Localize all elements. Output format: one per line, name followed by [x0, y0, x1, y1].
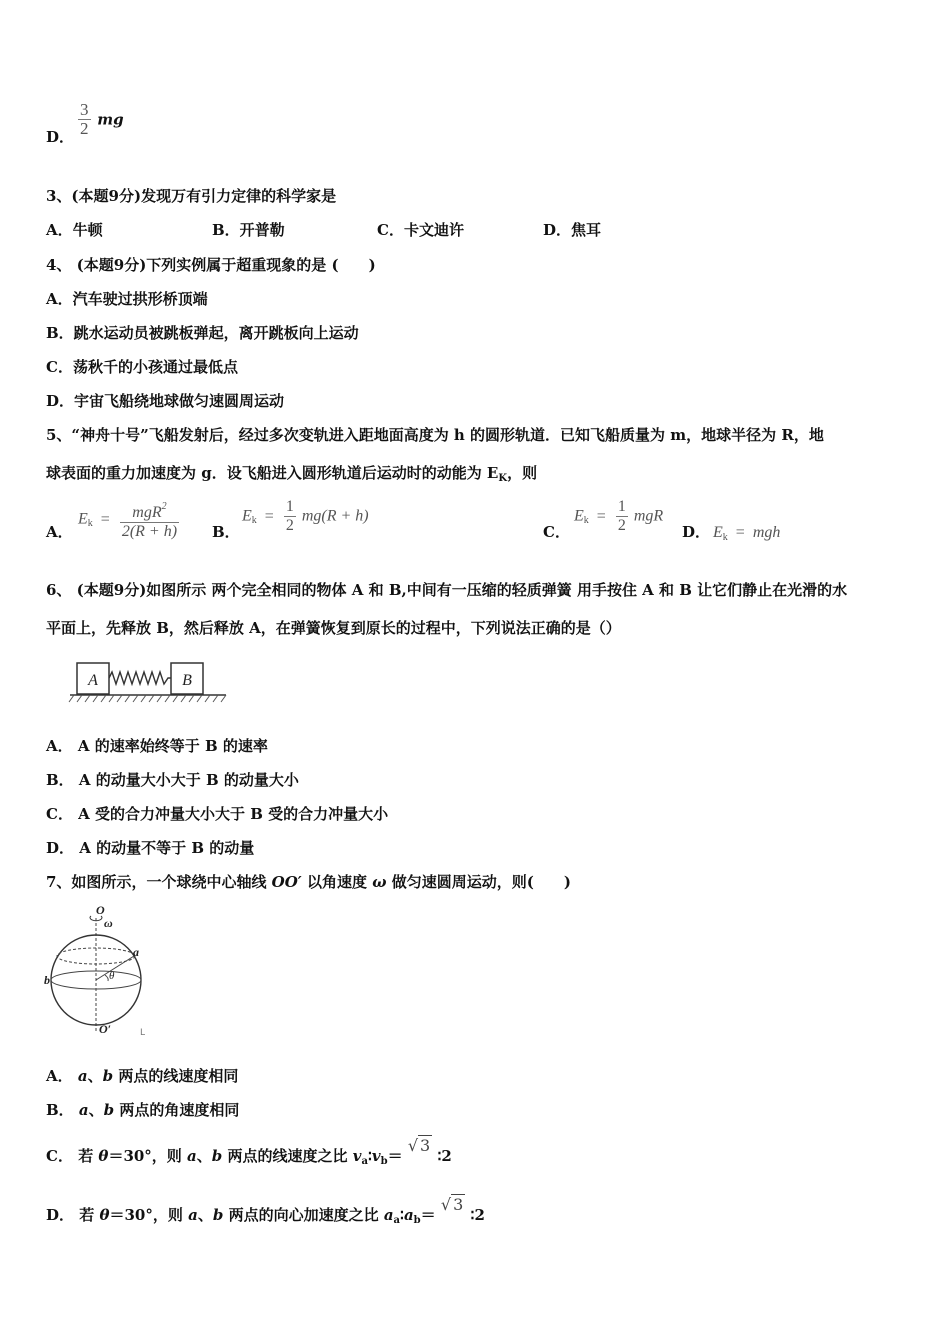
stem-text: 7、如图所示，一个球绕中心轴线: [46, 873, 272, 891]
theta-symbol: θ: [99, 1206, 110, 1224]
radius-line: [96, 956, 134, 980]
label-o: O: [96, 903, 105, 917]
q4-option-d: D．宇宙飞船绕地球做匀速圆周运动: [46, 392, 285, 410]
q5-stem-line1: 5、“神舟十号”飞船发射后，经过多次变轨进入距地面高度为 h 的圆形轨道．已知飞船质量为 m，地球半径为 R，地: [46, 426, 824, 444]
q7-stem: [46, 872, 571, 892]
radicand: 3: [453, 1195, 464, 1214]
axis-symbol: OO′: [271, 873, 302, 891]
option-label: C．: [46, 1147, 73, 1165]
q2-option-d: [46, 127, 74, 147]
velocity-symbol: v: [371, 1147, 381, 1165]
label-omega: ω: [104, 916, 113, 930]
q4-option-a: A．汽车驶过拱形桥顶端: [46, 290, 208, 308]
ground-hatching: [69, 695, 226, 702]
q6-stem-line2: 平面上，先释放 B，然后释放 A，在弹簧恢复到原长的过程中，下列说法正确的是（）: [46, 619, 621, 637]
point-a: a: [188, 1206, 198, 1224]
ratio-tail: ∶2: [470, 1206, 485, 1224]
q6-option-b: B． A 的动量大小大于 B 的动量大小: [46, 771, 299, 789]
q3-stem: 3、(本题9分)发现万有引力定律的科学家是: [46, 187, 337, 205]
denominator: 2: [80, 119, 89, 138]
fraction: [120, 498, 179, 541]
expression: mg(R + h): [301, 507, 369, 525]
option-text: 两点的角速度相同: [114, 1101, 240, 1119]
option-label: D．: [46, 128, 75, 146]
stem-text-end: 做匀速圆周运动，则( ): [386, 873, 571, 891]
q5-option-b-label: B．: [212, 523, 240, 541]
point-a: a: [78, 1101, 89, 1119]
point-b: b: [211, 1147, 223, 1165]
q5-option-d-math: [713, 523, 780, 548]
subscript-a: a: [393, 1215, 401, 1226]
expression: mgR: [633, 507, 664, 525]
equals: =: [735, 524, 745, 541]
expression: mgh: [752, 524, 781, 541]
numerator-text: mgR: [132, 504, 162, 521]
separator: 、: [87, 1067, 103, 1085]
point-a: a: [77, 1067, 88, 1085]
q6-option-a: A． A 的速率始终等于 B 的速率: [46, 737, 268, 755]
ek-symbol: E: [78, 510, 88, 528]
option-text-mid: 两点的向心加速度之比: [223, 1206, 384, 1224]
theta-arc: [105, 975, 108, 981]
q2-option-d-math: [76, 101, 124, 138]
ek-symbol: E: [242, 507, 252, 525]
ratio-colon: ∶: [367, 1147, 372, 1165]
stem-text-end: ，则: [507, 464, 538, 482]
q4-option-c: C．荡秋千的小孩通过最低点: [46, 358, 238, 376]
theta-symbol: θ: [98, 1147, 109, 1165]
subscript: K: [498, 473, 508, 484]
label-a: a: [133, 945, 139, 959]
q7-option-a: [46, 1066, 238, 1086]
acceleration-symbol: a: [403, 1206, 414, 1224]
ek-subscript: k: [722, 532, 728, 543]
point-a: a: [187, 1147, 197, 1165]
separator: 、: [88, 1101, 104, 1119]
option-text-mid: 两点的线速度之比: [222, 1147, 353, 1165]
option-text: 若: [79, 1206, 100, 1224]
label-b: b: [44, 973, 50, 987]
numerator: 3: [80, 100, 89, 119]
q4-stem: 4、 (本题9分)下列实例属于超重现象的是 ( ): [46, 256, 376, 274]
spring-blocks-figure: [66, 660, 236, 708]
q3-option-a: A．牛顿: [46, 221, 103, 239]
ek-subscript: k: [583, 515, 589, 527]
ek-symbol: E: [713, 524, 723, 541]
q5-option-c-math: [574, 498, 663, 535]
ek-symbol: E: [574, 507, 584, 525]
q7-option-d: [46, 1195, 485, 1231]
q5-option-c-label: C．: [543, 523, 570, 541]
subscript-b: b: [380, 1156, 388, 1167]
denominator: 2: [617, 517, 626, 534]
condition-text: ＝30°，则: [108, 1147, 188, 1165]
option-label: A．: [46, 1067, 73, 1085]
sqrt-expression: √ 3: [440, 1195, 464, 1214]
q5-stem-line2: [46, 463, 537, 489]
label-o-prime: O′: [99, 1022, 112, 1036]
q4-option-b: B．跳水运动员被跳板弹起，离开跳板向上运动: [46, 324, 359, 342]
fraction: [284, 498, 296, 535]
corner-mark: L: [140, 1028, 146, 1038]
fraction: [616, 498, 628, 535]
q5-option-d-label: D．: [682, 523, 711, 541]
denominator: 2: [285, 517, 294, 534]
q5-option-a-label: A．: [46, 523, 73, 541]
denominator: 2(R + h): [121, 523, 178, 540]
superscript: 2: [161, 501, 167, 512]
numerator: [130, 498, 168, 522]
option-label: B．: [46, 1101, 74, 1119]
variable: mg: [97, 110, 124, 129]
numerator: 1: [617, 498, 626, 515]
separator: 、: [197, 1206, 213, 1224]
stem-text-mid: 以角速度: [301, 873, 373, 891]
block-a-label: A: [88, 672, 98, 689]
ratio-colon: ∶: [400, 1206, 404, 1224]
option-label: D．: [46, 1206, 75, 1224]
omega-symbol: ω: [372, 873, 387, 891]
label-theta: θ: [109, 970, 115, 982]
q5-option-a-math: [78, 498, 181, 541]
q7-option-c: [46, 1136, 452, 1172]
velocity-symbol: v: [352, 1147, 362, 1165]
q6-stem-line1: 6、 (本题9分)如图所示 两个完全相同的物体 A 和 B,中间有一压缩的轻质弹簧 用手按住 A 和 B 让它们静止在光滑的水: [46, 581, 848, 599]
stem-text: 球表面的重力加速度为 g．设飞船进入圆形轨道后运动时的动能为 E: [46, 464, 499, 482]
equals: ＝: [420, 1206, 436, 1224]
q6-option-d: D． A 的动量不等于 B 的动量: [46, 839, 255, 857]
point-b: b: [212, 1206, 224, 1224]
ek-subscript: k: [251, 515, 257, 527]
point-b: b: [103, 1101, 115, 1119]
condition-text: ＝30°，则: [109, 1206, 189, 1224]
equals: ＝: [387, 1147, 403, 1165]
option-text: 若: [78, 1147, 99, 1165]
ek-subscript: k: [87, 518, 93, 530]
point-b: b: [102, 1067, 114, 1085]
spring: [109, 672, 171, 684]
block-b-label: B: [182, 672, 192, 689]
subscript-b: b: [413, 1215, 421, 1226]
option-text: 两点的线速度相同: [113, 1067, 239, 1085]
rotating-sphere-figure: [42, 900, 152, 1040]
equals: =: [100, 510, 110, 528]
numerator: 1: [285, 498, 294, 515]
radicand: 3: [420, 1136, 431, 1155]
separator: 、: [196, 1147, 212, 1165]
q3-option-c: C．卡文迪许: [377, 221, 464, 239]
sqrt-expression: √ 3: [407, 1136, 431, 1155]
fraction: [78, 101, 91, 138]
q7-option-b: [46, 1100, 239, 1120]
q3-option-b: B．开普勒: [212, 221, 285, 239]
q5-option-b-math: [242, 498, 369, 535]
equals: =: [264, 507, 274, 525]
subscript-a: a: [361, 1156, 368, 1167]
equals: =: [596, 507, 606, 525]
q3-option-d: D．焦耳: [543, 221, 602, 239]
acceleration-symbol: a: [383, 1206, 394, 1224]
q6-option-c: C． A 受的合力冲量大小大于 B 受的合力冲量大小: [46, 805, 389, 823]
ratio-tail: ∶2: [437, 1147, 452, 1165]
